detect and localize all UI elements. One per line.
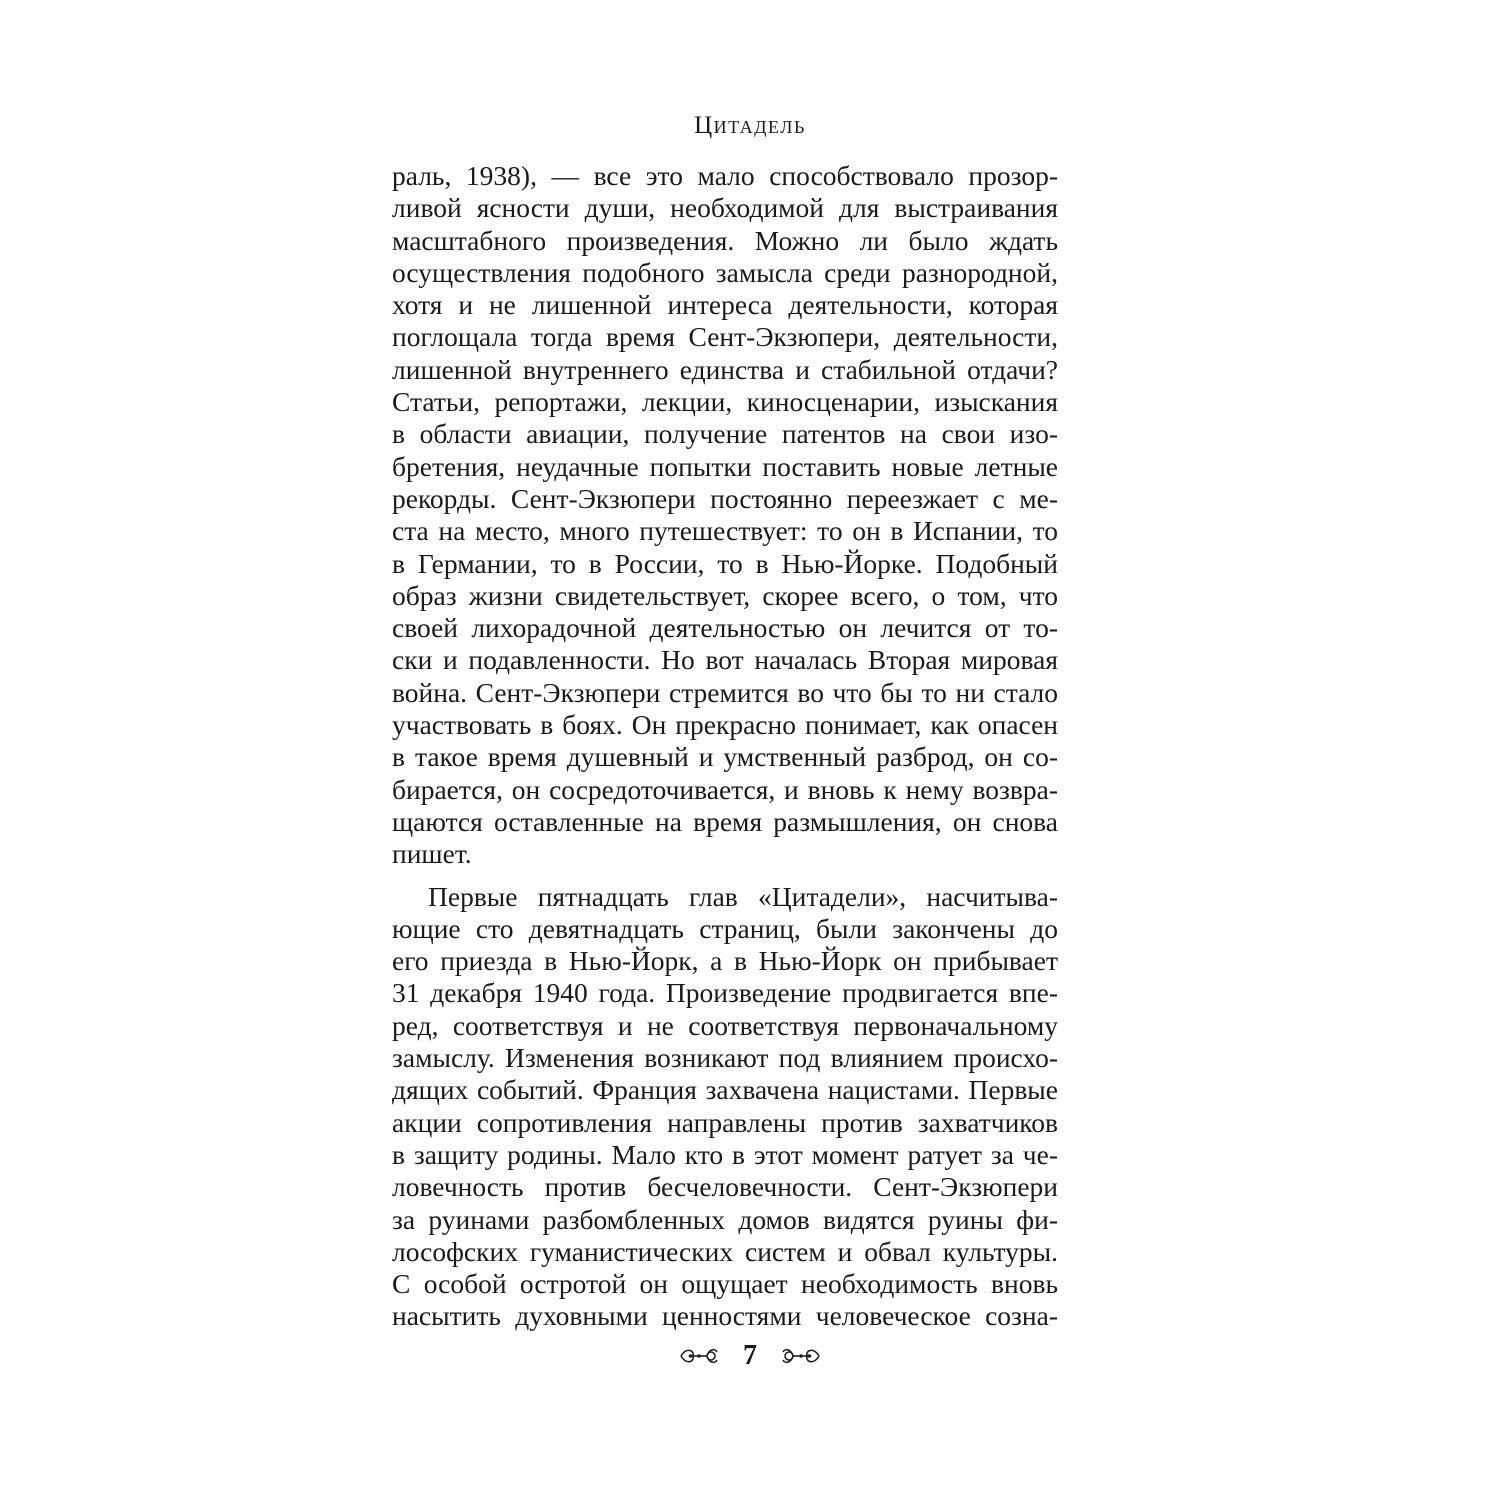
text-line: поглощала тогда время Сент-Экзюпери, деятельности,: [392, 321, 1058, 353]
text-line: акции сопротивления направлены против захватчиков: [392, 1106, 1058, 1138]
text-line: ста на место, много путешествует: то он в Испании, то: [392, 515, 1058, 547]
text-line: ред, соответствуя и не соответствуя первоначальному: [392, 1009, 1058, 1041]
text-line: ски и подавленности. Но вот началась Вторая мировая: [392, 644, 1058, 676]
text-line: образ жизни свидетельствует, скорее всего, о том, что: [392, 579, 1058, 611]
text-line: осуществления подобного замысла среди разнородной,: [392, 256, 1058, 288]
fleuron-ornament-icon: [779, 1343, 823, 1369]
page-footer: [0, 1340, 1500, 1372]
text-line: в Германии, то в России, то в Нью-Йорке. Подобный: [392, 547, 1058, 579]
paragraph-1: [392, 160, 1058, 871]
text-line: дящих событий. Франция захвачена нацистами. Первые: [392, 1074, 1058, 1106]
running-head: Цитадель: [694, 112, 806, 139]
text-line: насытить духовными ценностями человеческое созна-: [392, 1300, 1058, 1332]
text-line: масштабного произведения. Можно ли было ждать: [392, 224, 1058, 256]
text-line: бретения, неудачные попытки поставить новые летные: [392, 450, 1058, 482]
body-text: [392, 160, 1058, 1333]
text-line: Первые пятнадцать глав «Цитадели», насчитыва-: [428, 880, 1058, 912]
text-line: замыслу. Изменения возникают под влиянием происхо-: [392, 1042, 1058, 1074]
text-line: за руинами разбомбленных домов видятся руины фи-: [392, 1203, 1058, 1235]
text-line: ловечность против бесчеловечности. Сент-Экзюпери: [392, 1171, 1058, 1203]
text-line: в области авиации, получение патентов на свои изо-: [392, 418, 1058, 450]
fleuron-ornament-icon: [677, 1343, 721, 1369]
paragraph-2: [392, 881, 1058, 1333]
text-line: ливой ясности души, необходимой для выстраивания: [392, 192, 1058, 224]
text-line: лишенной внутреннего единства и стабильной отдачи?: [392, 353, 1058, 385]
text-line: щаются оставленные на время размышления, он снова: [392, 805, 1058, 837]
text-line: в защиту родины. Мало кто в этот момент ратует за че-: [392, 1138, 1058, 1170]
text-line: участвовать в боях. Он прекрасно понимает, как опасен: [392, 709, 1058, 741]
text-line: в такое время душевный и умственный разброд, он со-: [392, 741, 1058, 773]
text-line: лософских гуманистических систем и обвал культуры.: [392, 1235, 1058, 1267]
page-number: 7: [743, 1340, 757, 1371]
text-line: Статьи, репортажи, лекции, киносценарии, изыскания: [392, 386, 1058, 418]
text-line: рекорды. Сент-Экзюпери постоянно переезжает с ме-: [392, 482, 1058, 514]
paragraph-gap: [392, 871, 1058, 881]
text-line: его приезда в Нью-Йорк, а в Нью-Йорк он прибывает: [392, 945, 1058, 977]
text-line: хотя и не лишенной интереса деятельности, которая: [392, 289, 1058, 321]
text-line: пишет.: [392, 838, 472, 870]
text-line: С особой остротой он ощущает необходимость вновь: [392, 1268, 1058, 1300]
text-line: война. Сент-Экзюпери стремится во что бы то ни стало: [392, 676, 1058, 708]
text-line: своей лихорадочной деятельностью он лечится от то-: [392, 612, 1058, 644]
text-line: 31 декабря 1940 года. Произведение продвигается впе-: [392, 977, 1058, 1009]
text-line: раль, 1938), — все это мало способствовало прозор-: [392, 160, 1058, 191]
text-line: бирается, он сосредоточивается, и вновь к нему возвра-: [392, 773, 1058, 805]
text-line: ющие сто девятнадцать страниц, были закончены до: [392, 912, 1058, 944]
